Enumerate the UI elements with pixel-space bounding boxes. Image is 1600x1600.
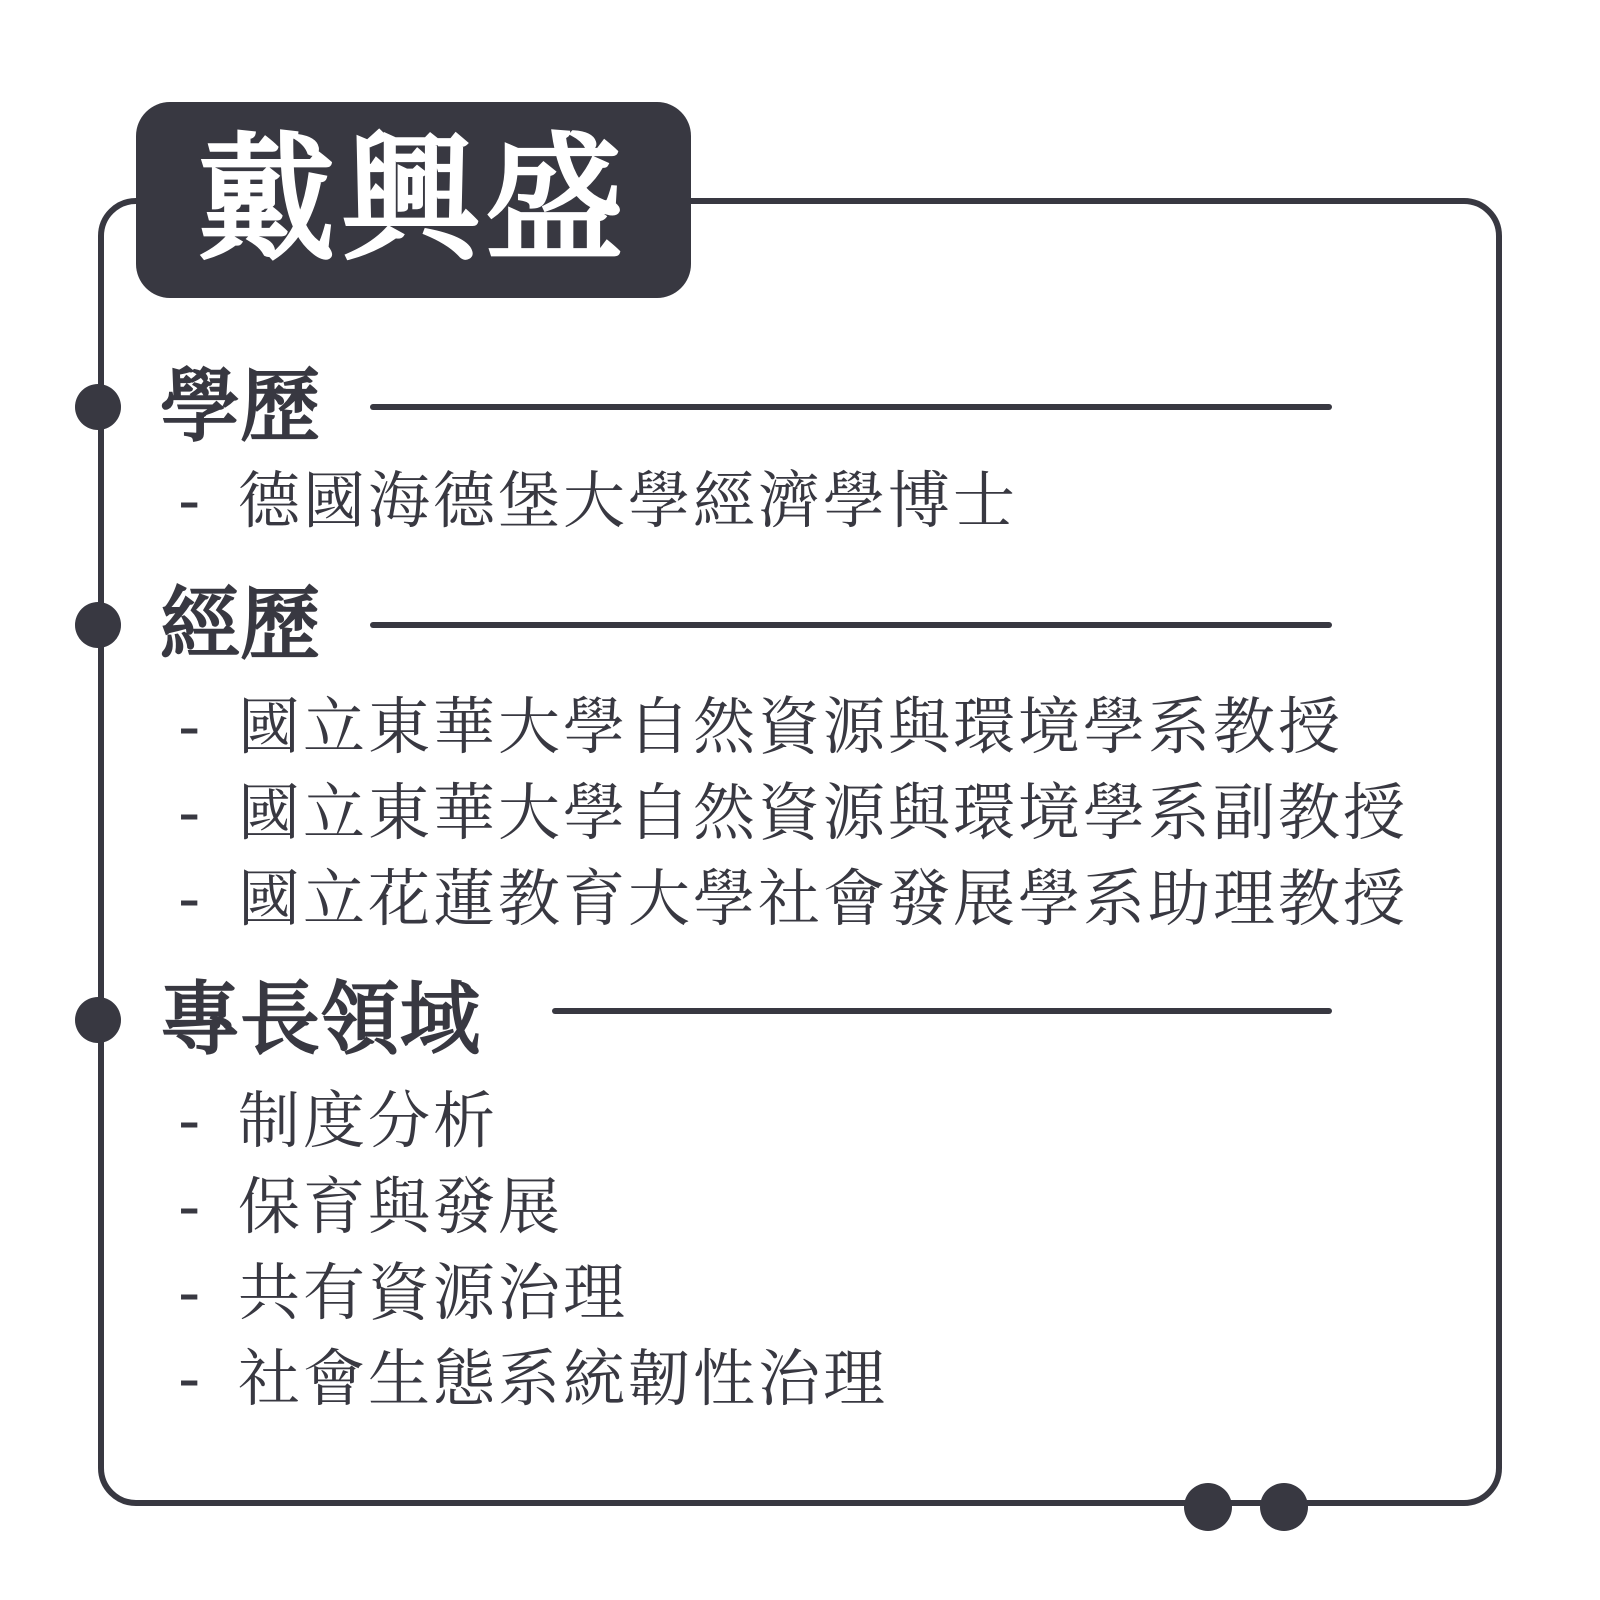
experience-title: 經歷	[160, 578, 320, 671]
list-item: - 國立東華大學自然資源與環境學系教授	[178, 684, 1408, 770]
decorative-dot	[1260, 1483, 1308, 1531]
section-bullet-dot	[75, 384, 121, 430]
section-bullet-dot	[75, 997, 121, 1043]
list-item: - 國立東華大學自然資源與環境學系副教授	[178, 770, 1408, 856]
expertise-list	[178, 1078, 888, 1422]
section-rule	[552, 1008, 1332, 1014]
dash-marker: -	[178, 1170, 204, 1243]
list-item: - 制度分析	[178, 1078, 888, 1164]
education-title: 學歷	[160, 360, 320, 453]
list-item: - 保育與發展	[178, 1164, 888, 1250]
dash-marker: -	[178, 862, 204, 935]
dash-marker: -	[178, 464, 204, 537]
education-list	[178, 458, 1018, 544]
dash-marker: -	[178, 690, 204, 763]
list-item: - 社會生態系統韌性治理	[178, 1336, 888, 1422]
list-item: - 國立花蓮教育大學社會發展學系助理教授	[178, 856, 1408, 942]
dash-marker: -	[178, 1256, 204, 1329]
section-rule	[370, 404, 1332, 410]
list-item: - 共有資源治理	[178, 1250, 888, 1336]
dash-marker: -	[178, 1084, 204, 1157]
list-item: - 德國海德堡大學經濟學博士	[178, 458, 1018, 544]
section-bullet-dot	[75, 602, 121, 648]
dash-marker: -	[178, 776, 204, 849]
expertise-title: 專長領域	[160, 973, 480, 1066]
decorative-dot	[1184, 1483, 1232, 1531]
section-rule	[370, 622, 1332, 628]
experience-list	[178, 684, 1408, 942]
name-plate: 戴興盛	[136, 102, 691, 298]
dash-marker: -	[178, 1342, 204, 1415]
